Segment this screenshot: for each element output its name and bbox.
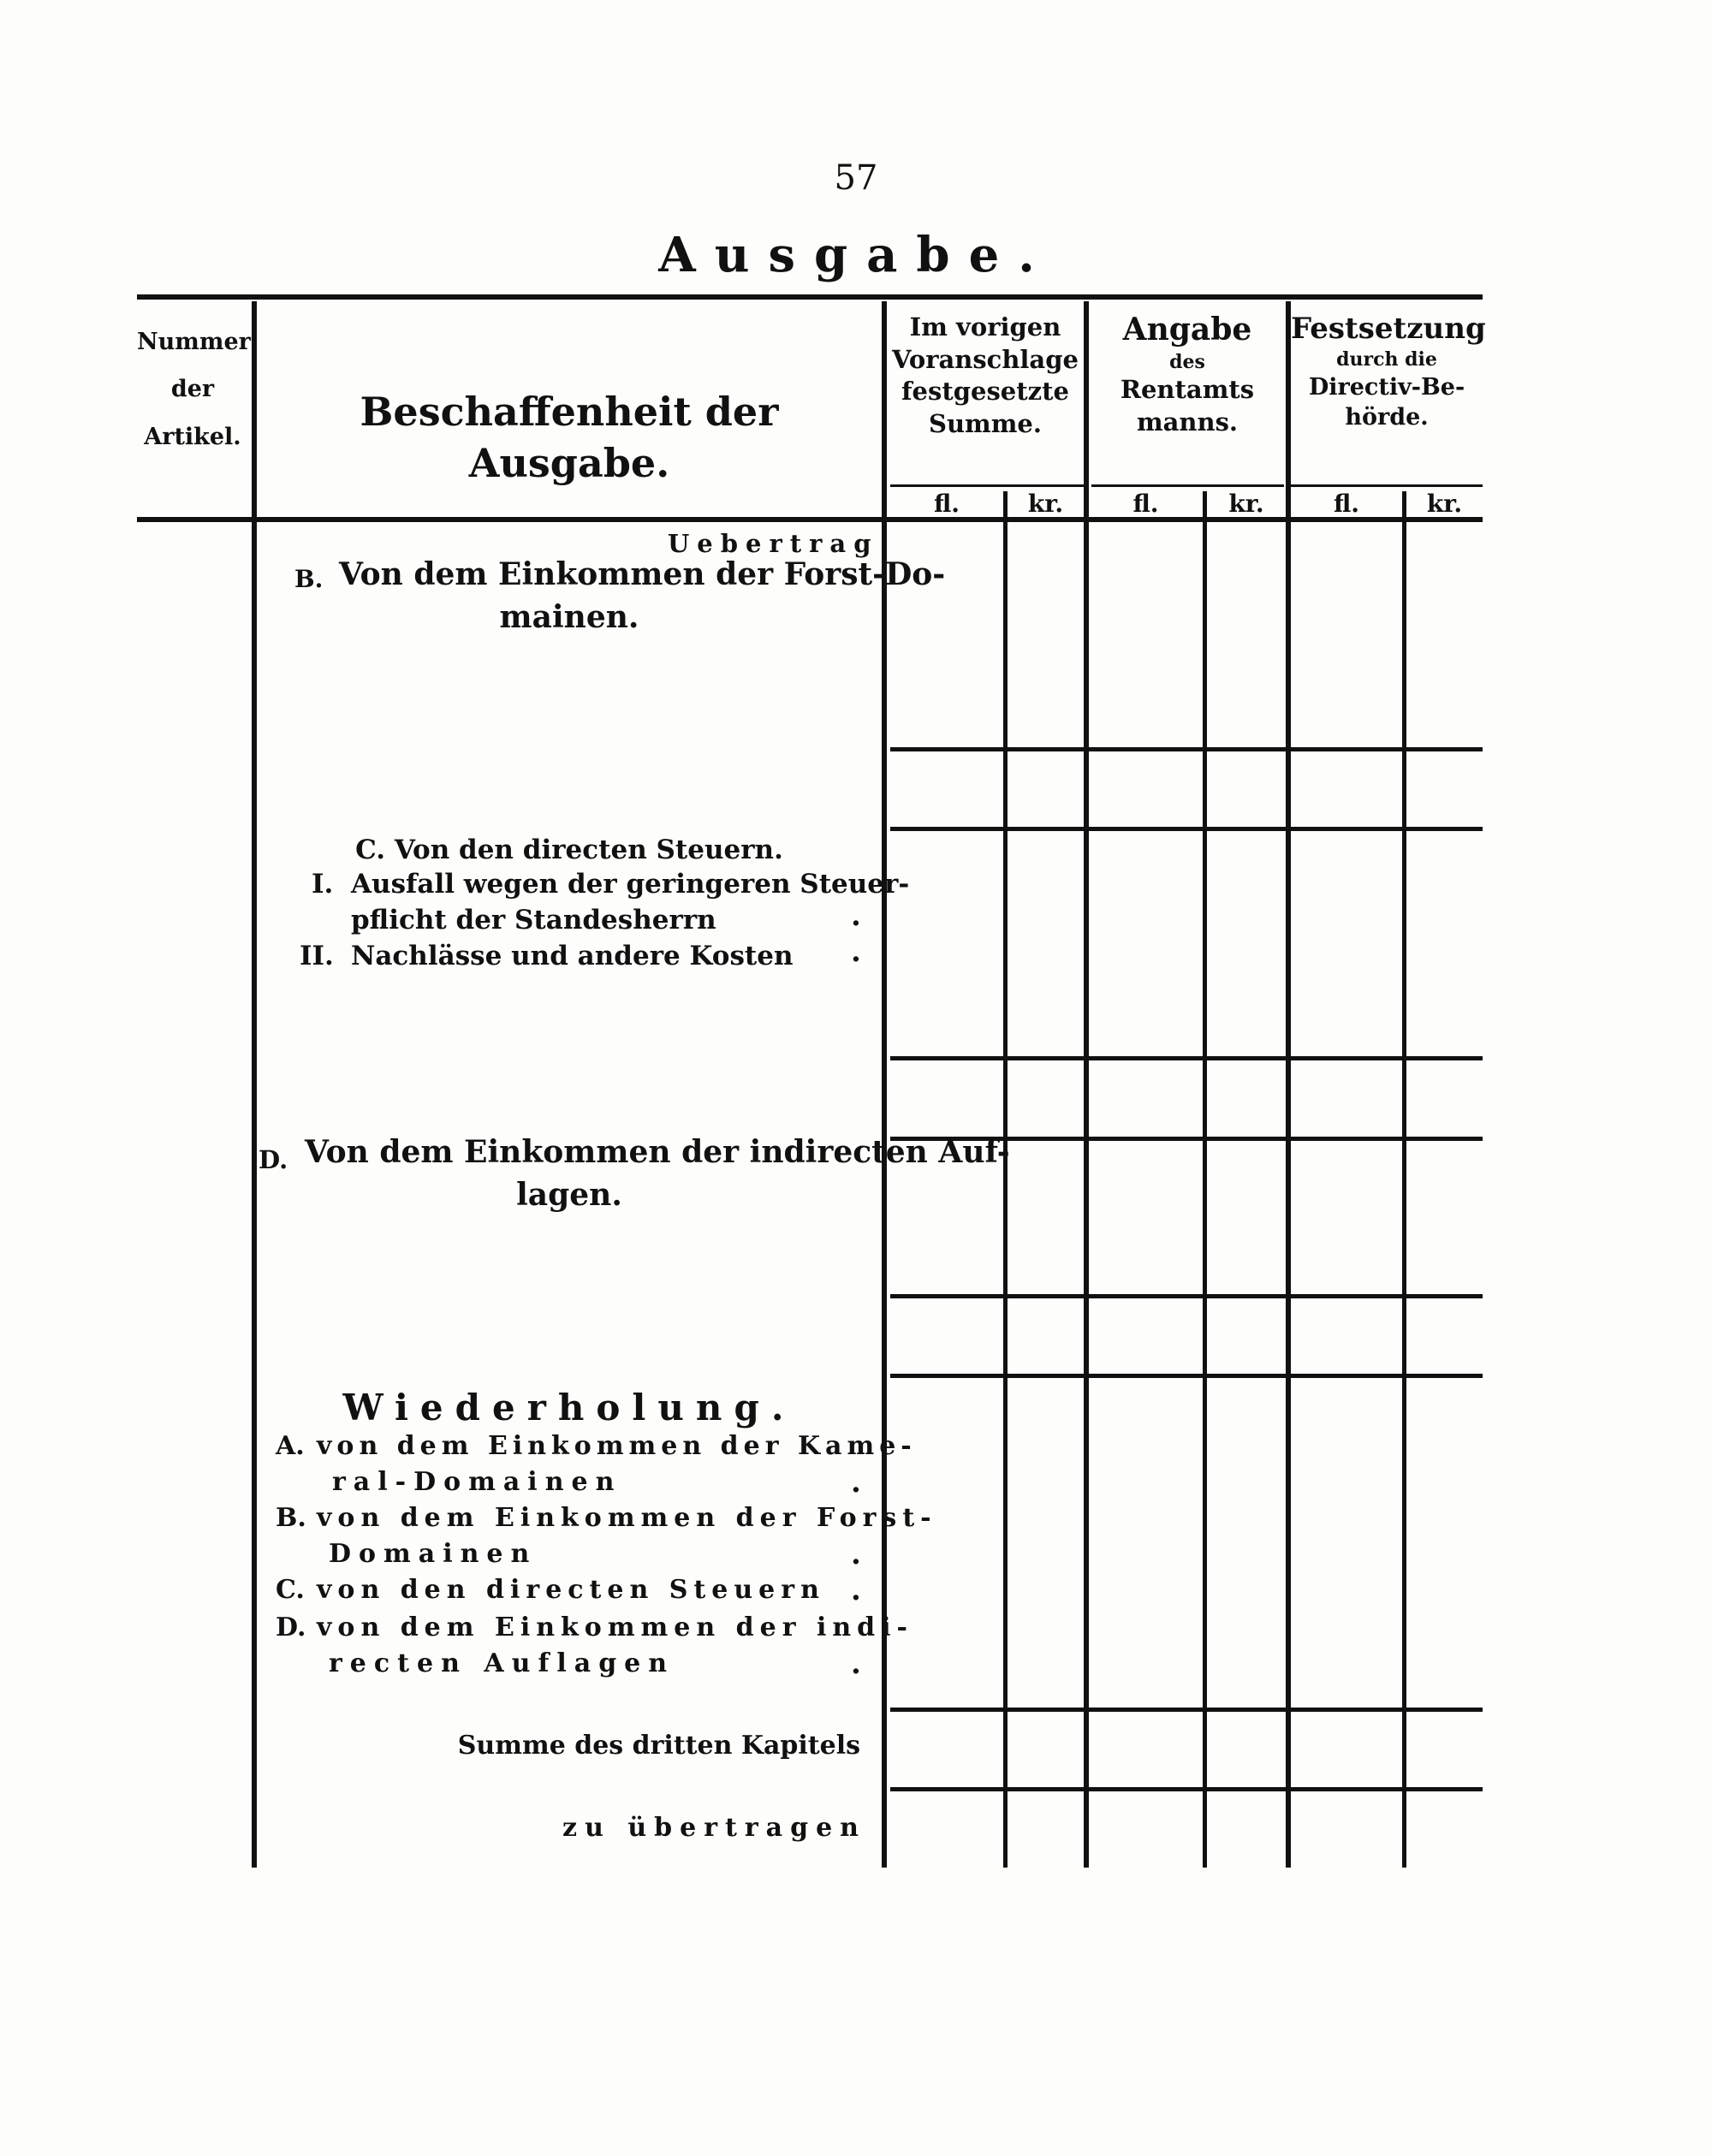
unit-divider	[1003, 491, 1008, 1868]
header-rentamt-line: Rentamts	[1120, 375, 1255, 405]
column-rule	[1286, 301, 1291, 1868]
unit-kr-label: kr.	[1228, 490, 1264, 518]
page-number: 57	[834, 158, 878, 198]
subtotal-rule	[890, 1374, 1483, 1378]
section-c-item-text: Nachlässe und andere Kosten	[351, 941, 794, 971]
header-description-column: Beschaffenheit der Ausgabe.	[360, 389, 779, 486]
recap-text: ral-Domainen	[332, 1467, 622, 1497]
table-top-rule	[137, 294, 1483, 300]
header-rentamt-line: des	[1169, 350, 1205, 373]
header-previous-line: festgesetzte	[901, 377, 1069, 407]
wiederholung-heading: Wiederholung.	[342, 1387, 796, 1428]
column-rule	[1084, 301, 1089, 1868]
leader-dot: .	[851, 1647, 861, 1681]
subtotal-rule	[890, 747, 1483, 751]
recap-label: C.	[276, 1575, 305, 1605]
page-title: Ausgabe.	[658, 227, 1054, 283]
unit-divider	[1402, 491, 1406, 1868]
unit-rule	[1291, 484, 1483, 487]
recap-label: B.	[276, 1503, 306, 1533]
unit-rule	[1091, 484, 1284, 487]
uebertrag-label: Uebertrag	[668, 529, 879, 558]
header-rentamt-column	[1089, 310, 1286, 439]
subtotal-rule	[890, 1056, 1483, 1060]
header-previous-column	[887, 312, 1084, 441]
section-d-title: Von dem Einkommen der indirecten Auf-	[305, 1134, 1010, 1170]
section-b-title: Von dem Einkommen der Forst-Do-	[339, 556, 946, 592]
subtotal-rule	[890, 1294, 1483, 1298]
header-rentamt-line: Angabe	[1122, 312, 1252, 347]
carry-forward-label: zu übertragen	[562, 1813, 866, 1843]
header-previous-line: Summe.	[929, 409, 1042, 439]
leader-dot: .	[851, 935, 861, 969]
section-c-item-label: II.	[300, 941, 334, 971]
header-festsetzung-line: Directiv-Be-	[1308, 373, 1465, 401]
subtotal-rule	[890, 827, 1483, 831]
recap-text: von dem Einkommen der indi-	[317, 1613, 913, 1642]
header-festsetzung-line: durch die	[1336, 348, 1437, 371]
recap-text: Domainen	[329, 1539, 538, 1569]
header-previous-line: Im vorigen	[909, 312, 1061, 342]
section-b-title-cont: mainen.	[499, 599, 639, 635]
unit-kr-label: kr.	[1027, 490, 1064, 518]
header-number-column	[137, 318, 251, 460]
leader-dot: .	[851, 1465, 861, 1500]
section-c-item-text: pflicht der Standesherrn	[351, 905, 716, 935]
leader-dot: .	[851, 1573, 861, 1607]
subtotal-rule	[890, 1787, 1483, 1791]
column-rule	[252, 301, 257, 1868]
unit-fl-label: fl.	[933, 490, 960, 518]
subtotal-rule	[890, 1708, 1483, 1712]
leader-dot: .	[851, 1537, 861, 1571]
header-number-line: Nummer	[137, 329, 251, 355]
section-c-item-text: Ausfall wegen der geringeren Steuer-	[351, 869, 910, 900]
recap-label: A.	[276, 1431, 305, 1461]
chapter-sum-label: Summe des dritten Kapitels	[457, 1731, 860, 1761]
header-previous-line: Voranschlage	[892, 344, 1079, 374]
unit-kr-label: kr.	[1426, 490, 1463, 518]
recap-label: D.	[276, 1613, 306, 1642]
section-d-title-cont: lagen.	[516, 1177, 622, 1213]
unit-divider	[1203, 491, 1207, 1868]
leader-dot: .	[851, 899, 861, 933]
header-number-line: Artikel.	[144, 423, 241, 450]
unit-fl-label: fl.	[1333, 490, 1360, 518]
recap-text: von dem Einkommen der Forst-	[317, 1503, 937, 1533]
header-festsetzung-line: Festsetzung	[1291, 312, 1486, 346]
header-festsetzung-line: hörde.	[1345, 403, 1429, 431]
header-rentamt-line: manns.	[1136, 407, 1239, 437]
section-c-heading: C. Von den directen Steuern.	[355, 834, 783, 865]
recap-text: von den directen Steuern	[317, 1575, 825, 1605]
section-c-item-label: I.	[312, 869, 334, 900]
header-number-line: der	[170, 376, 215, 403]
recap-text: von dem Einkommen der Kame-	[317, 1431, 917, 1461]
unit-rule	[890, 484, 1087, 487]
section-d-label: D.	[259, 1145, 288, 1174]
unit-fl-label: fl.	[1132, 490, 1159, 518]
header-festsetzung-column	[1291, 310, 1486, 432]
recap-text: recten Auflagen	[329, 1648, 675, 1678]
section-b-label: B.	[294, 565, 324, 593]
